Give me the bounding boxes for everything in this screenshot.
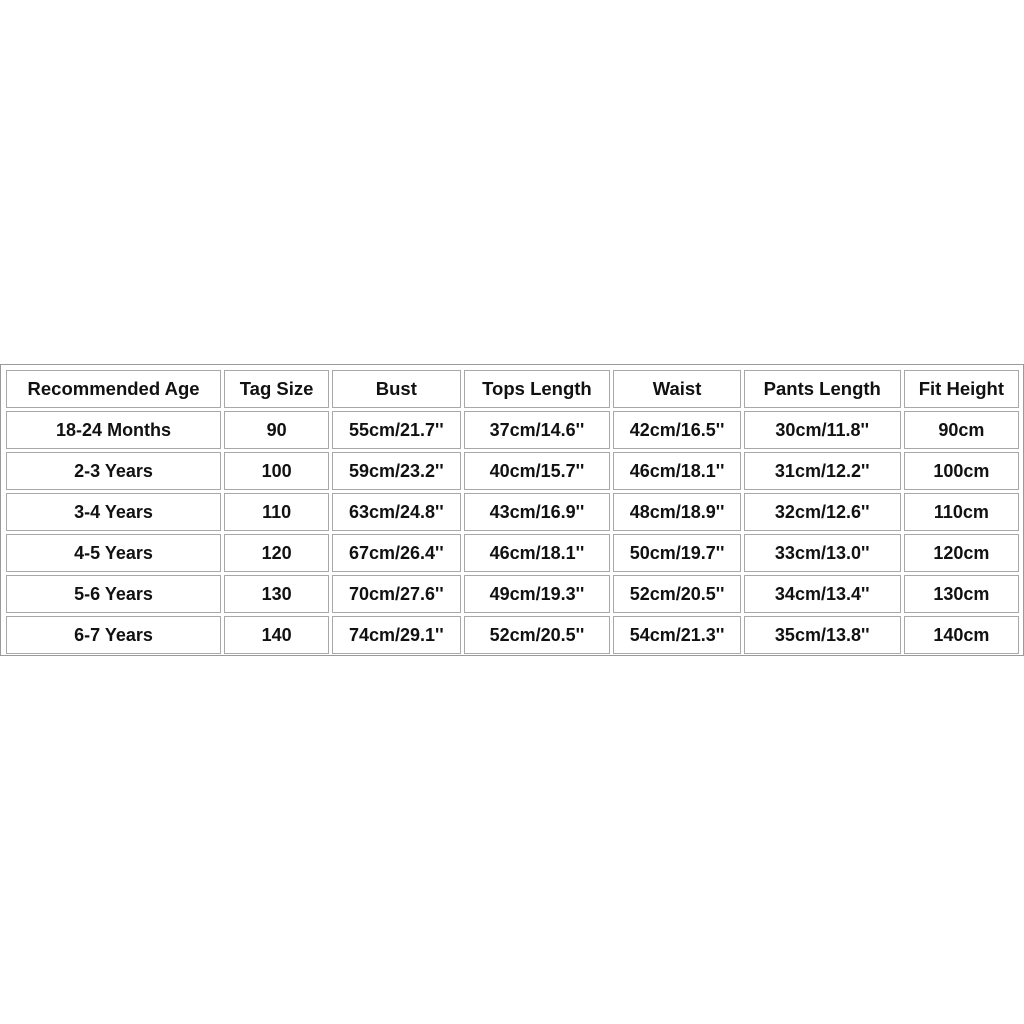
cell-tag-size: 90 <box>224 411 329 449</box>
cell-waist: 52cm/20.5'' <box>613 575 740 613</box>
cell-tops-length: 37cm/14.6'' <box>464 411 611 449</box>
cell-age: 6-7 Years <box>6 616 221 654</box>
header-waist: Waist <box>613 370 740 408</box>
cell-pants-length: 32cm/12.6'' <box>744 493 901 531</box>
cell-bust: 74cm/29.1'' <box>332 616 460 654</box>
cell-age: 4-5 Years <box>6 534 221 572</box>
size-table <box>3 367 1022 657</box>
cell-tops-length: 46cm/18.1'' <box>464 534 611 572</box>
cell-pants-length: 34cm/13.4'' <box>744 575 901 613</box>
cell-waist: 50cm/19.7'' <box>613 534 740 572</box>
cell-age: 18-24 Months <box>6 411 221 449</box>
cell-fit-height: 140cm <box>904 616 1019 654</box>
cell-tops-length: 40cm/15.7'' <box>464 452 611 490</box>
cell-age: 3-4 Years <box>6 493 221 531</box>
cell-waist: 54cm/21.3'' <box>613 616 740 654</box>
cell-age: 5-6 Years <box>6 575 221 613</box>
table-row <box>6 411 1019 449</box>
cell-waist: 42cm/16.5'' <box>613 411 740 449</box>
cell-bust: 70cm/27.6'' <box>332 575 460 613</box>
header-bust: Bust <box>332 370 460 408</box>
cell-tag-size: 130 <box>224 575 329 613</box>
cell-pants-length: 30cm/11.8'' <box>744 411 901 449</box>
cell-age: 2-3 Years <box>6 452 221 490</box>
cell-tops-length: 49cm/19.3'' <box>464 575 611 613</box>
cell-bust: 67cm/26.4'' <box>332 534 460 572</box>
cell-fit-height: 100cm <box>904 452 1019 490</box>
cell-pants-length: 35cm/13.8'' <box>744 616 901 654</box>
cell-bust: 59cm/23.2'' <box>332 452 460 490</box>
header-pants-length: Pants Length <box>744 370 901 408</box>
cell-fit-height: 120cm <box>904 534 1019 572</box>
cell-tag-size: 140 <box>224 616 329 654</box>
table-row <box>6 493 1019 531</box>
cell-tops-length: 43cm/16.9'' <box>464 493 611 531</box>
cell-bust: 55cm/21.7'' <box>332 411 460 449</box>
cell-fit-height: 130cm <box>904 575 1019 613</box>
cell-fit-height: 110cm <box>904 493 1019 531</box>
table-row <box>6 452 1019 490</box>
cell-tag-size: 100 <box>224 452 329 490</box>
header-tag-size: Tag Size <box>224 370 329 408</box>
cell-pants-length: 33cm/13.0'' <box>744 534 901 572</box>
size-chart <box>0 364 1024 656</box>
cell-tag-size: 110 <box>224 493 329 531</box>
table-row <box>6 575 1019 613</box>
cell-pants-length: 31cm/12.2'' <box>744 452 901 490</box>
header-row <box>6 370 1019 408</box>
cell-bust: 63cm/24.8'' <box>332 493 460 531</box>
table-row <box>6 534 1019 572</box>
cell-waist: 48cm/18.9'' <box>613 493 740 531</box>
cell-tag-size: 120 <box>224 534 329 572</box>
header-tops-length: Tops Length <box>464 370 611 408</box>
header-fit-height: Fit Height <box>904 370 1019 408</box>
cell-fit-height: 90cm <box>904 411 1019 449</box>
cell-tops-length: 52cm/20.5'' <box>464 616 611 654</box>
header-recommended-age: Recommended Age <box>6 370 221 408</box>
cell-waist: 46cm/18.1'' <box>613 452 740 490</box>
table-row <box>6 616 1019 654</box>
